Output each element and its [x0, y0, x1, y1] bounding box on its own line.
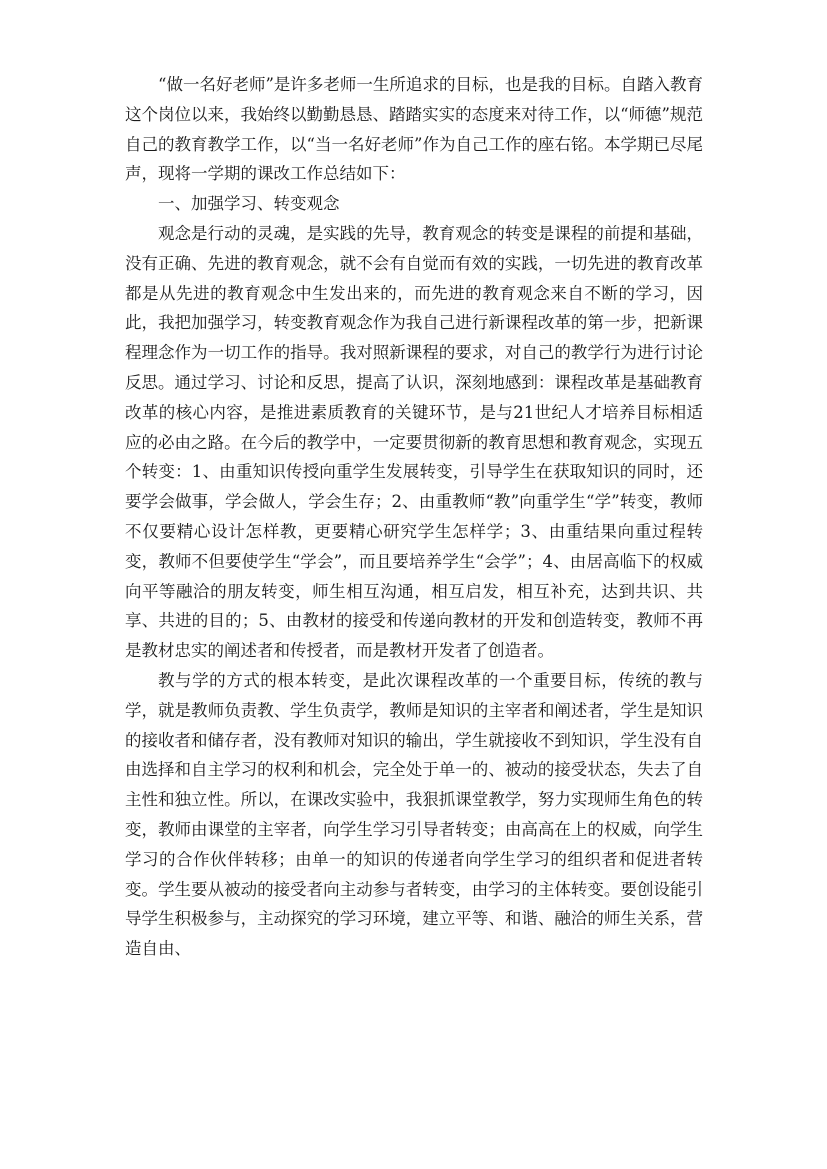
section-heading: 一、加强学习、转变观念 — [158, 194, 340, 214]
intro-paragraph: “做一名好老师”是许多老师一生所追求的目标，也是我的目标。自踏入教育这个岗位以来，我始终以勤勤恳恳、踏踏实实的态度来对待工作，以“师德”规范自己的教育教学工作，以“当一名好老师”作为自己工作的座右铭。本学期已尽尾声，现将一学期的课改工作总结如下： — [125, 75, 703, 184]
body-paragraph: 观念是行动的灵魂，是实践的先导，教育观念的转变是课程的前提和基础，没有正确、先进的教育观念，就不会有自觉而有效的实践，一切先进的教育改革都是从先进的教育观念中生发出来的，而先进的教育观念来自不断的学习，因此，我把加强学习，转变教育观念作为我自己进行新课程改革的第一步，把新课程理念作为一切工作的指导。我对照新课程的要求，对自己的教学行为进行讨论反思。通过学习、讨论和反思，提高了认识，深刻地感到：课程改革是基础教育改革的核心内容，是推进素质教育的关键环节，是与21世纪人才培养目标相适应的必由之路。在今后的教学中，一定要贯彻新的教育思想和教育观念，实现五个转变：1、由重知识传授向重学生发展转变，引导学生在获取知识的同时，还要学会做事，学会做人，学会生存；2、由重教师“教”向重学生“学”转变，教师不仅要精心设计怎样教，更要精心研究学生怎样学；3、由重结果向重过程转变，教师不但要使学生“学会”，而且要培养学生“会学”；4、由居高临下的权威向平等融洽的朋友转变，师生相互沟通，相互启发，相互补充，达到共识、共享、共进的目的；5、由教材的接受和传递向教材的开发和创造转变，教师不再是教材忠实的阐述者和传授者，而是教材开发者了创造者。 — [125, 223, 703, 661]
document-body — [125, 70, 703, 964]
body-paragraph: 教与学的方式的根本转变，是此次课程改革的一个重要目标，传统的教与学，就是教师负责教、学生负责学，教师是知识的主宰者和阐述者，学生是知识的接收者和储存者，没有教师对知识的输出，学生就接收不到知识，学生没有自由选择和自主学习的权利和机会，完全处于单一的、被动的接受状态，失去了自主性和独立性。所以，在课改实验中，我狠抓课堂教学，努力实现师生角色的转变，教师由课堂的主宰者，向学生学习引导者转变；由高高在上的权威，向学生学习的合作伙伴转移；由单一的知识的传递者向学生学习的组织者和促进者转变。学生要从被动的接受者向主动参与者转变，由学习的主体转变。要创设能引导学生积极参与，主动探究的学习环境，建立平等、和谐、融洽的师生关系，营造自由、 — [125, 670, 703, 959]
